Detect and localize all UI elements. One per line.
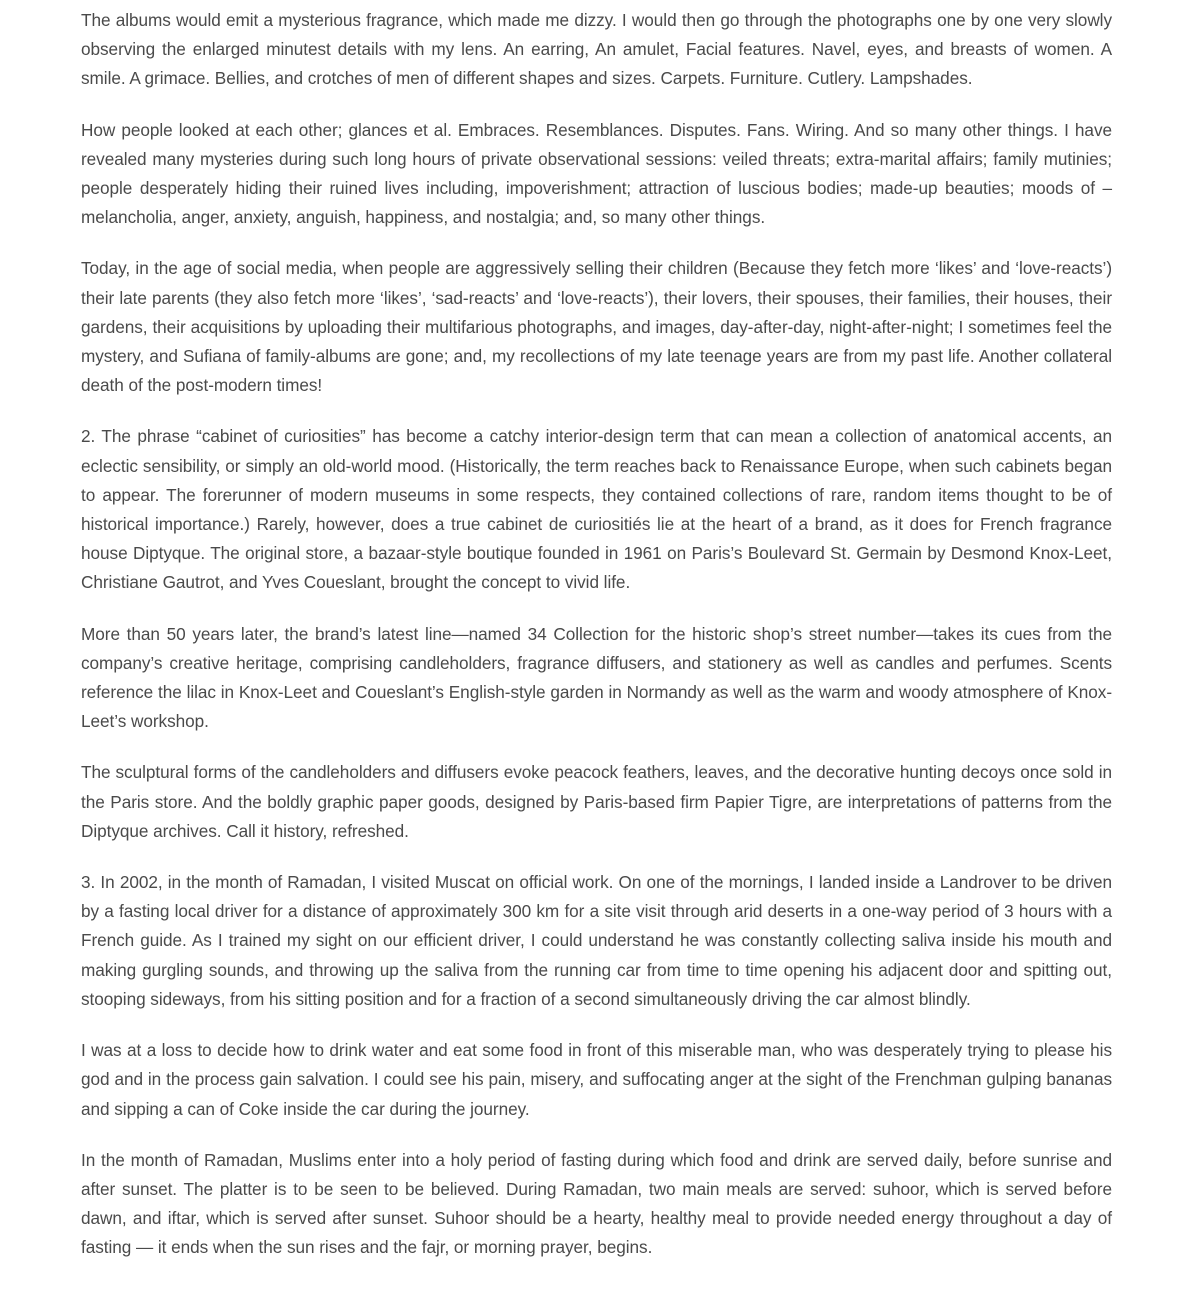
paragraph-ramadan-muscat: 3. In 2002, in the month of Ramadan, I visited Muscat on official work. On one of the mornings, I landed inside a Landrover to be driven by a fasting local driver for a distance of approximately 300 km for a site visit through arid deserts in a one-way period of 3 hours with a French guide. As I trained my sight on our efficient driver, I could understand he was constantly collecting saliva inside his mouth and making gurgling sounds, and throwing up the saliva from the running car from time to time opening his adjacent door and spitting out, stooping sideways, from his sitting position and for a fraction of a second simultaneously driving the car almost blindly. (81, 872, 1112, 1009)
paragraph-ramadan-meals: In the month of Ramadan, Muslims enter into a holy period of fasting during which food and drink are served daily, before sunrise and after sunset. The platter is to be seen to be believed. During Ramadan, two main meals are served: suhoor, which is served before dawn, and iftar, which is served after sunset. Suhoor should be a hearty, healthy meal to provide needed energy throughout a day of fasting — it ends when the sun rises and the fajr, or morning prayer, begins. (81, 1149, 1112, 1258)
paragraph-observations: How people looked at each other; glances et al. Embraces. Resemblances. Disputes. Fans. Wiring. And so many other things. I have revealed many mysteries during such long hours of private observational sessions: veiled threats; extra-marital affairs; family mutinies; people desperately hiding their ruined lives including, impoverishment; attraction of luscious bodies; made-up beauties; moods of – melancholia, anger, anxiety, anguish, happiness, and nostalgia; and, so many other things. (81, 119, 1112, 228)
paragraph-sculptural-forms: The sculptural forms of the candleholders and diffusers evoke peacock feathers, leaves, and the decorative hunting decoys once sold in the Paris store. And the boldly graphic paper goods, designed by Paris-based firm Papier Tigre, are interpretations of patterns from the Diptyque archives. Call it history, refreshed. (81, 762, 1112, 841)
paragraph-family-albums: The albums would emit a mysterious fragrance, which made me dizzy. I would then go through the photographs one by one very slowly observing the enlarged minutest details with my lens. An earring, An amulet, Facial features. Navel, eyes, and breasts of women. A smile. A grimace. Bellies, and crotches of men of different shapes and sizes. Carpets. Furniture. Cutlery. Lampshades. (81, 10, 1112, 89)
paragraph-miserable-man: I was at a loss to decide how to drink water and eat some food in front of this miserable man, who was desperately trying to please his god and in the process gain salvation. I could see his pain, misery, and suffocating anger at the sight of the Frenchman gulping bananas and sipping a can of Coke inside the car during the journey. (81, 1040, 1112, 1119)
article-body (81, 6, 1112, 1285)
paragraph-cabinet-of-curiosities: 2. The phrase “cabinet of curiosities” has become a catchy interior-design term that can mean a collection of anatomical accents, an eclectic sensibility, or simply an old-world mood. (Historically, the term reaches back to Renaissance Europe, when such cabinets began to appear. The forerunner of modern museums in some respects, they contained collections of rare, random items thought to be of historical importance.) Rarely, however, does a true cabinet de curiositiés lie at the heart of a brand, as it does for French fragrance house Diptyque. The original store, a bazaar-style boutique founded in 1961 on Paris’s Boulevard St. Germain by Desmond Knox-Leet, Christiane Gautrot, and Yves Coueslant, brought the concept to vivid life. (81, 426, 1112, 593)
paragraph-34-collection: More than 50 years later, the brand’s latest line—named 34 Collection for the historic shop’s street number—takes its cues from the company’s creative heritage, comprising candleholders, fragrance diffusers, and stationery as well as candles and perfumes. Scents reference the lilac in Knox-Leet and Coueslant’s English-style garden in Normandy as well as the warm and woody atmosphere of Knox-Leet’s workshop. (81, 623, 1112, 732)
paragraph-social-media: Today, in the age of social media, when people are aggressively selling their children (Because they fetch more ‘likes’ and ‘love-reacts’) their late parents (they also fetch more ‘likes’, ‘sad-reacts’ and ‘love-reacts’), their lovers, their spouses, their families, their houses, their gardens, their acquisitions by uploading their multifarious photographs, and images, day-after-day, night-after-night; I sometimes feel the mystery, and Sufiana of family-albums are gone; and, my recollections of my late teenage years are from my past life. Another collateral death of the post-modern times! (81, 258, 1112, 396)
